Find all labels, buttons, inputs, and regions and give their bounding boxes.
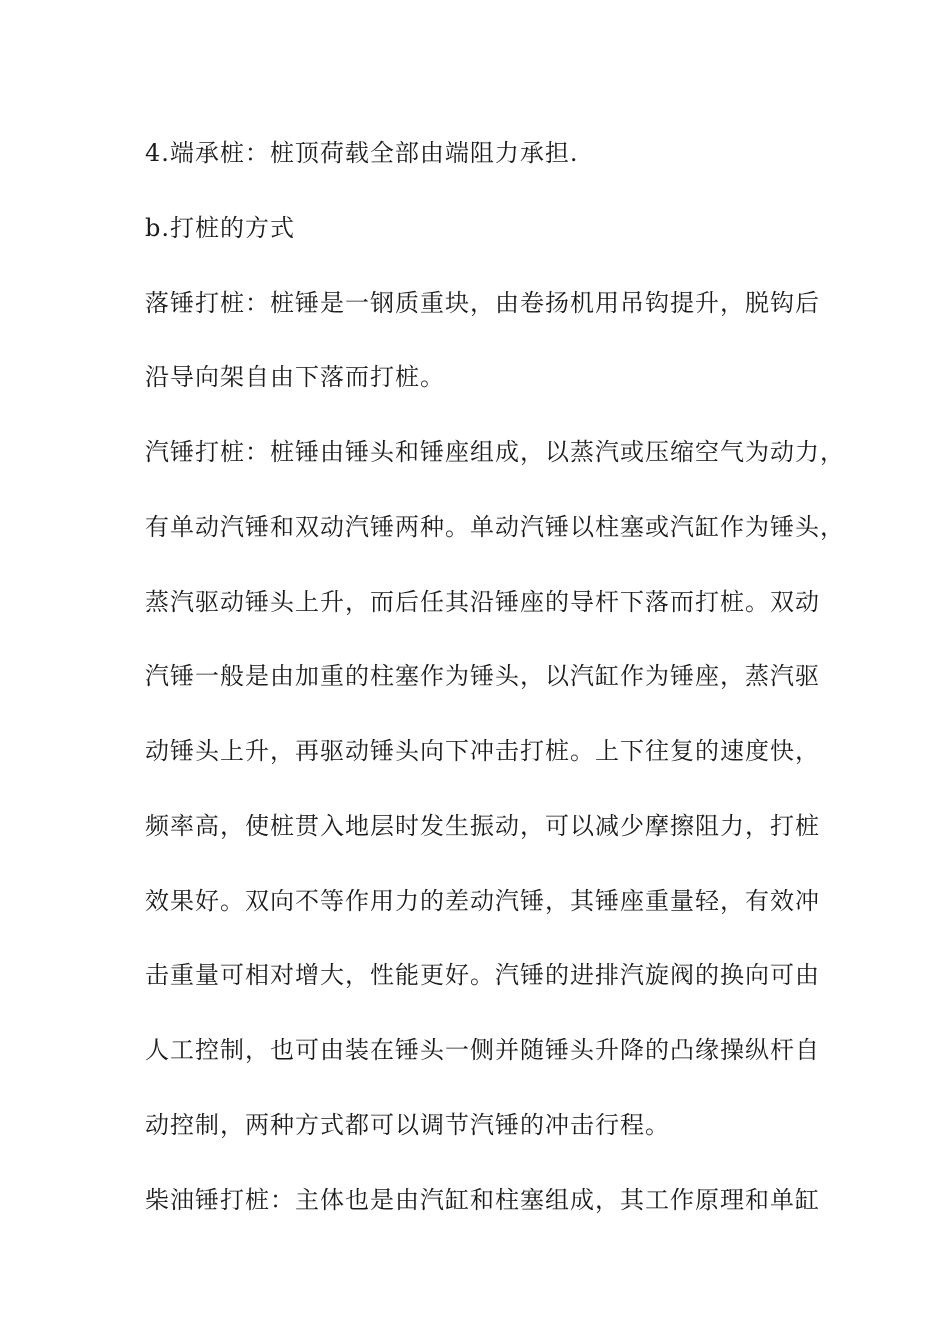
text-line: 柴油锤打桩：主体也是由汽缸和柱塞组成，其工作原理和单缸 — [145, 1186, 820, 1214]
section-heading: b.打桩的方式 — [145, 214, 295, 242]
text-line: 动锤头上升，再驱动锤头向下冲击打桩。上下往复的速度快， — [145, 737, 820, 765]
text-line: 蒸汽驱动锤头上升，而后任其沿锤座的导杆下落而打桩。双动 — [145, 588, 820, 616]
text-line: 汽锤打桩：桩锤由锤头和锤座组成，以蒸汽或压缩空气为动力， — [145, 438, 845, 466]
text-line: 动控制，两种方式都可以调节汽锤的冲击行程。 — [145, 1111, 670, 1139]
text-line: 4.端承桩：桩顶荷载全部由端阻力承担. — [145, 139, 579, 167]
text-line: 沿导向架自由下落而打桩。 — [145, 363, 445, 391]
text-line: 落锤打桩：桩锤是一钢质重块，由卷扬机用吊钩提升，脱钩后 — [145, 289, 820, 317]
text-line: 击重量可相对增大，性能更好。汽锤的进排汽旋阀的换向可由 — [145, 961, 820, 989]
text-line: 频率高，使桩贯入地层时发生振动，可以减少摩擦阻力，打桩 — [145, 812, 820, 840]
text-line: 人工控制，也可由装在锤头一侧并随锤头升降的凸缘操纵杆自 — [145, 1036, 820, 1064]
text-line: 有单动汽锤和双动汽锤两种。单动汽锤以柱塞或汽缸作为锤头， — [145, 513, 845, 541]
text-line: 效果好。双向不等作用力的差动汽锤，其锤座重量轻，有效冲 — [145, 887, 820, 915]
text-line: 汽锤一般是由加重的柱塞作为锤头，以汽缸作为锤座，蒸汽驱 — [145, 662, 820, 690]
